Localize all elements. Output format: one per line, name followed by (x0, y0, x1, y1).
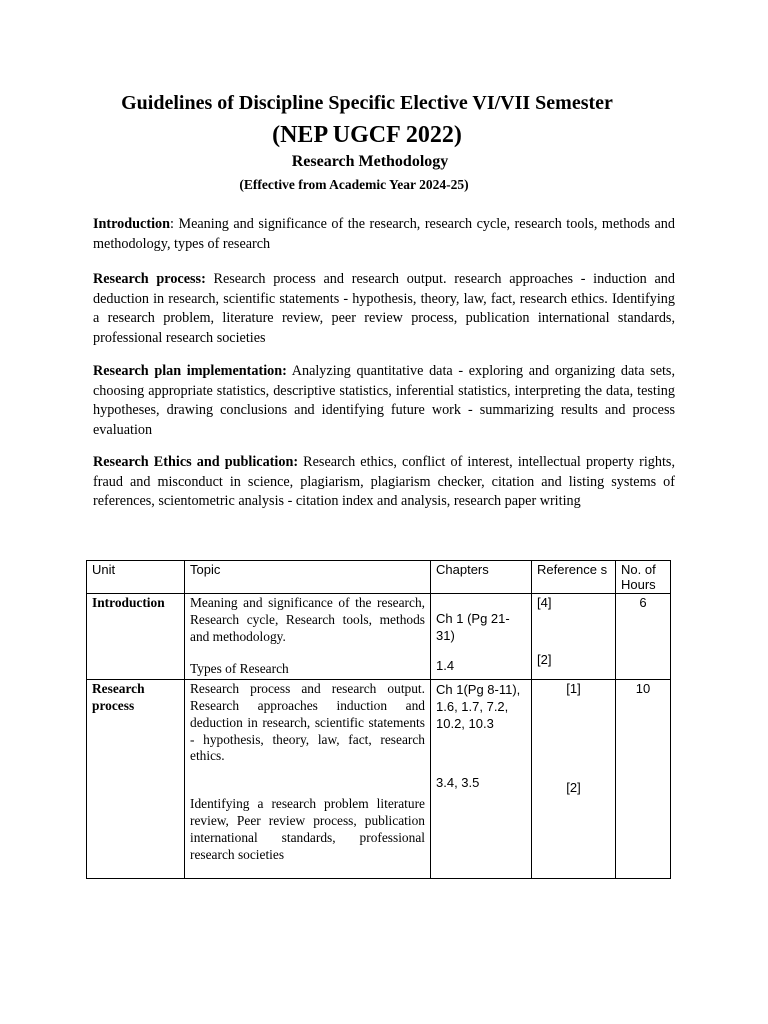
chapters-text: Ch 1(Pg 8-11), 1.6, 1.7, 7.2, 10.2, 10.3 (436, 682, 521, 732)
hours-cell: 6 (616, 594, 671, 680)
references-cell (532, 680, 616, 879)
hours-cell: 10 (616, 680, 671, 879)
table-row (87, 594, 671, 680)
section-heading-sep: : (170, 216, 174, 232)
section-research-plan-implementation (93, 362, 675, 440)
section-text: Analyzing quantitative data - exploring and organizing data sets, choosing appropriate statistics, descriptive statistics, inferential statistics, interpreting the data, testing hypotheses, drawing conclusions and identifying future work - summarizing results and process evaluation (93, 363, 676, 438)
reference-text: [1] (566, 681, 581, 697)
reference-text: [2] (537, 652, 552, 667)
course-name: Research Methodology (291, 153, 449, 170)
unit-cell: Research process (87, 680, 185, 879)
header-chapters: Chapters (431, 561, 532, 594)
header-unit: Unit (87, 561, 185, 594)
units-table (86, 560, 671, 879)
section-research-ethics (93, 453, 675, 512)
unit-cell: Introduction (87, 594, 185, 680)
section-heading: Research process: (93, 271, 206, 287)
section-text: Meaning and significance of the research, research cycle, research tools, methods and methodology, types of research (93, 216, 675, 252)
references-cell (532, 594, 616, 680)
section-heading: Research plan implementation: (93, 363, 287, 379)
table-row (87, 680, 671, 879)
header-references: Reference s (532, 561, 616, 594)
section-text: Research process and research output. research approaches - induction and deduction in research, scientific statements - hypothesis, theory, law, fact, research ethics. Identifying a research problem, literature review, peer review process, publication international standards, professional research societies (93, 271, 675, 346)
topic-text: Identifying a research problem literature review, Peer review process, publication international standards, professional research societies (190, 796, 425, 862)
effective-year: (Effective from Academic Year 2024-25) (239, 177, 469, 192)
topic-text: Meaning and significance of the research, Research cycle, Research tools, methods and methodology. (190, 595, 425, 644)
document-title: Guidelines of Discipline Specific Elective VI/VII Semester (121, 92, 613, 114)
chapters-text: Ch 1 (Pg 21-31) (436, 611, 510, 643)
chapters-text: 1.4 (436, 658, 455, 673)
reference-text: [2] (566, 780, 581, 796)
chapters-text: 3.4, 3.5 (436, 775, 480, 791)
document-subtitle: (NEP UGCF 2022) (272, 122, 462, 148)
section-research-process (93, 270, 675, 348)
section-heading: Research Ethics and publication: (93, 454, 299, 470)
section-introduction (93, 215, 675, 254)
topic-cell (185, 680, 431, 879)
header-topic: Topic (185, 561, 431, 594)
section-text: Research ethics, conflict of interest, intellectual property rights, fraud and misconduct in science, plagiarism, plagiarism checker, citation and listing systems of references, scientometric analysis - citation index and analysis, research paper writing (93, 454, 675, 510)
chapters-cell (431, 680, 532, 879)
chapters-cell (431, 594, 532, 680)
header-hours: No. of Hours (616, 561, 671, 594)
topic-cell (185, 594, 431, 680)
topic-text: Research process and research output. Research approaches induction and deduction in research, scientific statements - hypothesis, theory, law, fact, research ethics. (190, 681, 425, 764)
reference-text: [4] (537, 595, 552, 610)
section-heading: Introduction (93, 216, 170, 232)
topic-text: Types of Research (190, 661, 289, 677)
table-header-row (87, 561, 671, 594)
